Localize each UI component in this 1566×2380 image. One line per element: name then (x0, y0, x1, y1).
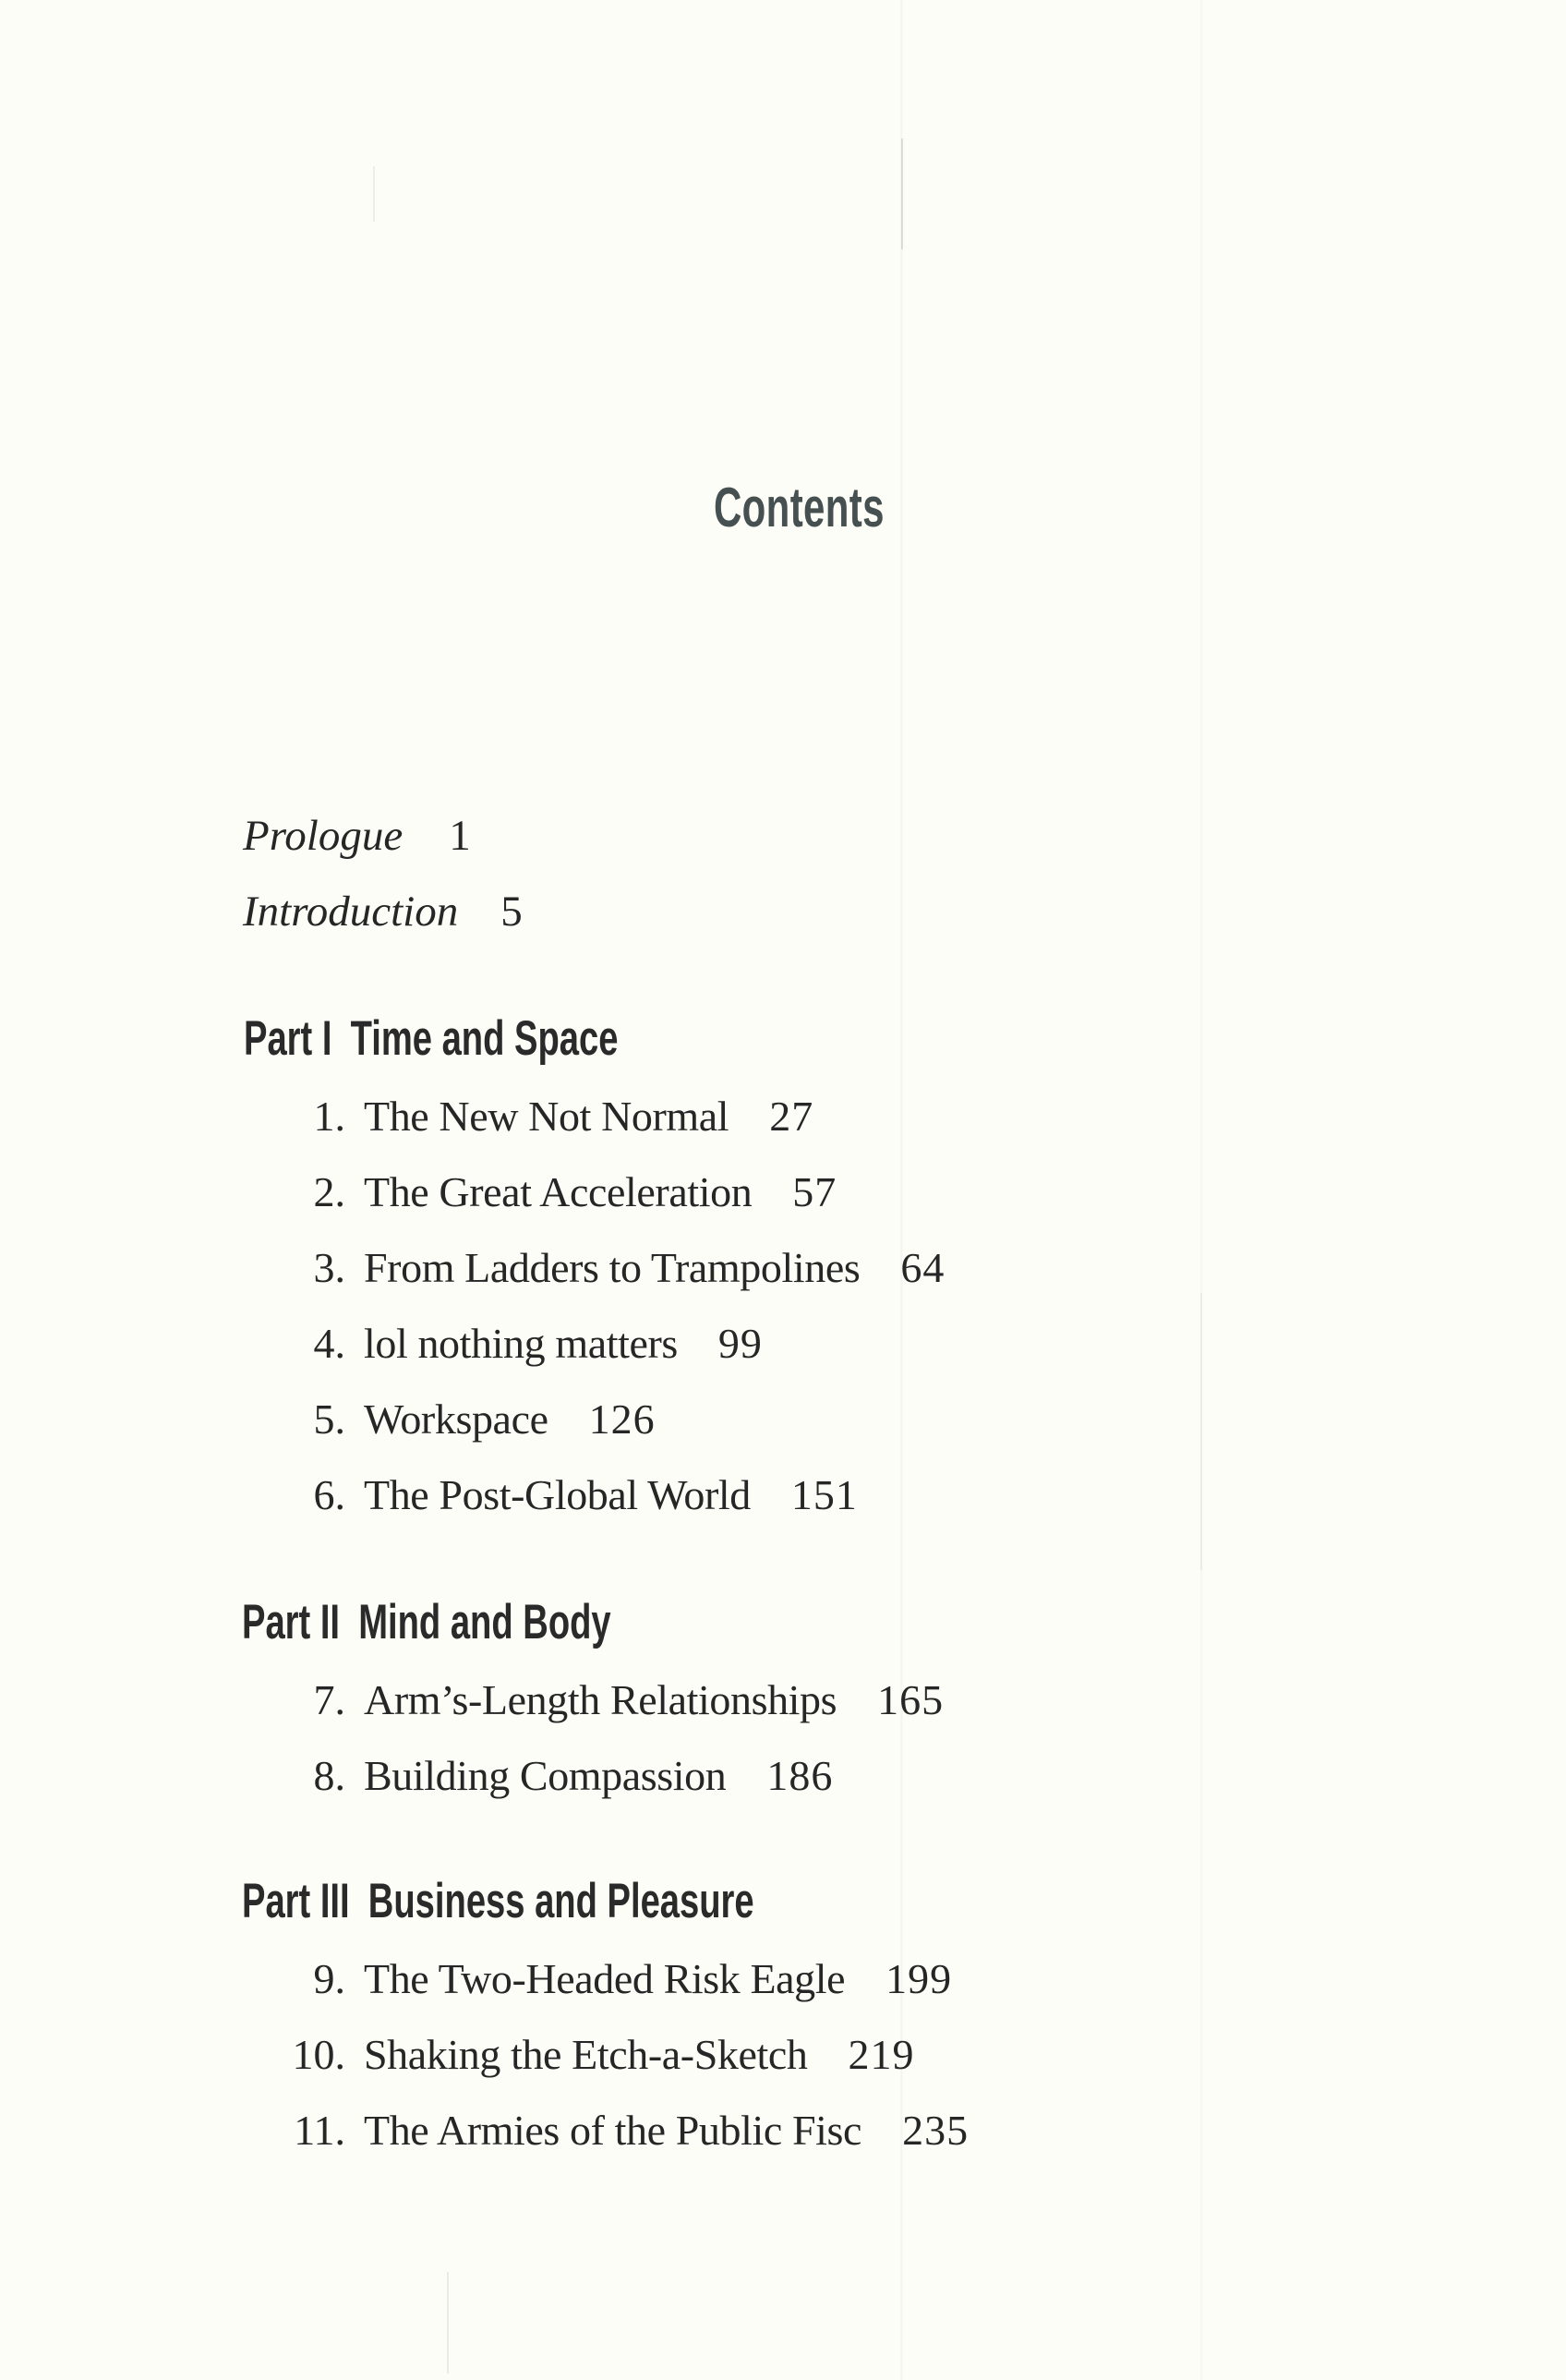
page-title: Contents (714, 477, 885, 538)
part-title: Mind and Body (358, 1595, 611, 1649)
chapter-number: 6. (313, 1471, 345, 1518)
scan-artifact (447, 2272, 449, 2374)
chapter-page-number: 219 (848, 2031, 915, 2078)
scan-artifact (901, 139, 903, 249)
toc-chapter-row[interactable] (0, 1471, 1566, 1520)
toc-chapter-row[interactable] (0, 1168, 1566, 1217)
chapter-number: 10. (292, 2031, 345, 2078)
entry-label: Prologue (243, 812, 404, 860)
chapter-number: 8. (313, 1752, 345, 1799)
chapter-title: The Armies of the Public Fisc (364, 2107, 862, 2154)
part-heading-3 (242, 1874, 754, 1928)
chapter-number: 3. (313, 1244, 345, 1291)
chapter-page-number: 235 (902, 2107, 970, 2154)
chapter-title: The Post-Global World (364, 1471, 751, 1518)
part-label: Part I (244, 1011, 332, 1066)
part-label: Part II (242, 1595, 341, 1649)
toc-chapter-row[interactable] (0, 1955, 1566, 2004)
toc-chapter-row[interactable] (0, 2031, 1566, 2080)
chapter-title: Building Compassion (364, 1752, 727, 1799)
chapter-title: The New Not Normal (364, 1093, 729, 1140)
part-heading-1 (244, 1011, 619, 1066)
chapter-page-number: 186 (766, 1752, 834, 1799)
toc-chapter-row[interactable] (0, 1752, 1566, 1801)
chapter-page-number: 165 (877, 1676, 945, 1723)
toc-chapter-row[interactable] (0, 1395, 1566, 1444)
chapter-number: 1. (313, 1093, 345, 1140)
scan-artifact (373, 166, 375, 222)
chapter-number: 7. (313, 1676, 345, 1723)
entry-label: Introduction (243, 888, 459, 936)
chapter-page-number: 199 (885, 1955, 953, 2002)
toc-chapter-row[interactable] (0, 1676, 1566, 1725)
toc-chapter-row[interactable] (0, 1320, 1566, 1369)
part-label: Part III (242, 1874, 350, 1928)
chapter-title: Workspace (364, 1395, 548, 1443)
chapter-page-number: 99 (717, 1320, 763, 1367)
chapter-title: Arm’s-Length Relationships (364, 1676, 837, 1723)
chapter-page-number: 64 (900, 1244, 946, 1291)
chapter-number: 9. (313, 1955, 345, 2002)
chapter-page-number: 126 (588, 1395, 656, 1443)
toc-entry-prologue[interactable] (243, 812, 471, 860)
chapter-title: The Great Acceleration (364, 1168, 753, 1215)
toc-chapter-row[interactable] (0, 1095, 1566, 1142)
chapter-number: 2. (313, 1168, 345, 1215)
chapter-page-number: 151 (790, 1471, 858, 1518)
toc-chapter-row[interactable] (0, 2109, 1566, 2156)
chapter-number: 5. (313, 1395, 345, 1443)
toc-chapter-row[interactable] (0, 1244, 1566, 1293)
toc-entry-introduction[interactable] (243, 890, 523, 934)
entry-page-number: 1 (449, 812, 471, 860)
part-title: Time and Space (350, 1011, 619, 1066)
chapter-page-number: 57 (792, 1168, 837, 1215)
chapter-title: The Two-Headed Risk Eagle (364, 1955, 846, 2002)
entry-page-number: 5 (500, 888, 523, 936)
chapter-page-number: 27 (769, 1093, 814, 1140)
chapter-number: 11. (294, 2107, 345, 2154)
chapter-title: lol nothing matters (364, 1320, 678, 1367)
chapter-title: Shaking the Etch-a-Sketch (364, 2031, 808, 2078)
part-heading-2 (242, 1595, 611, 1649)
part-title: Business and Pleasure (367, 1874, 754, 1928)
chapter-title: From Ladders to Trampolines (364, 1244, 861, 1291)
chapter-number: 4. (313, 1320, 345, 1367)
